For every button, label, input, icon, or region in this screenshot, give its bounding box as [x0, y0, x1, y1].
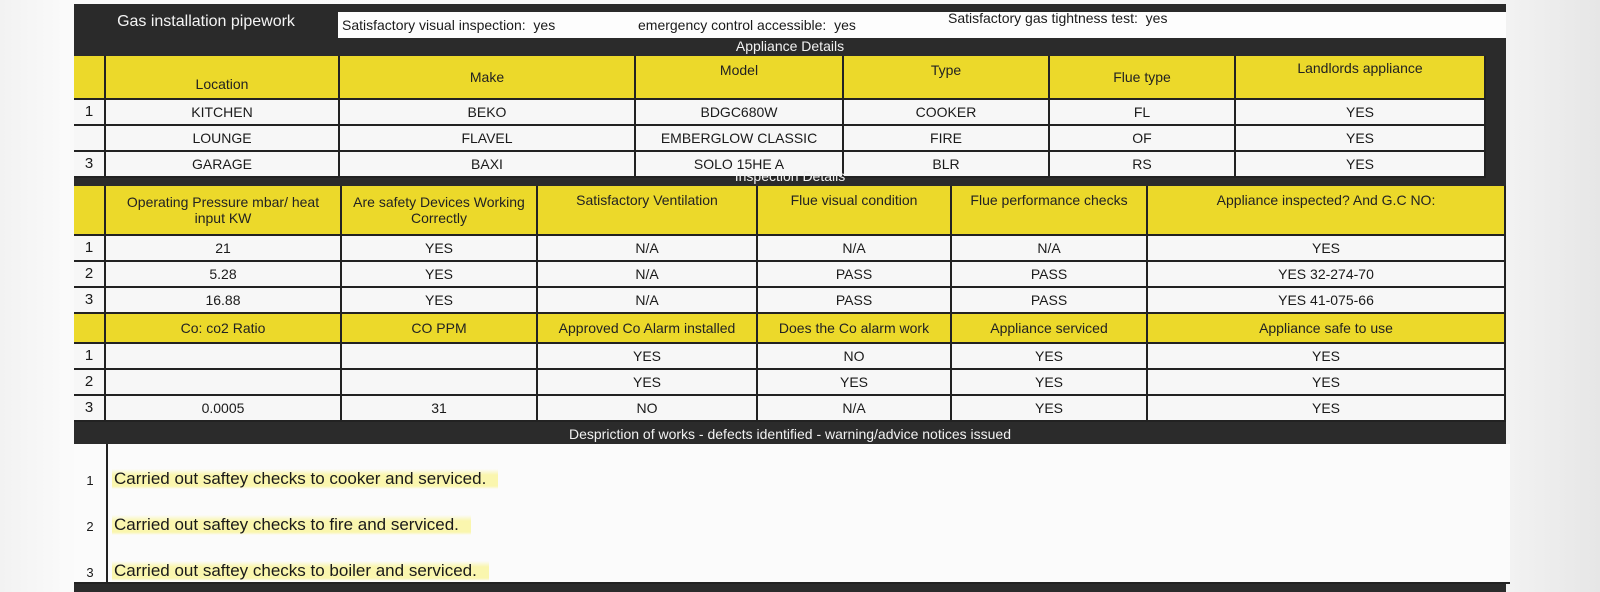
row-number: 2: [74, 490, 108, 536]
works-description-banner: Despriction of works - defects identified - warning/advice notices issued: [569, 426, 1011, 442]
co-ratio-cell: [106, 370, 342, 396]
row-number-header: [74, 56, 106, 100]
appliance-inspected-cell: YES 32-274-70: [1148, 262, 1506, 288]
appliance-row: [74, 126, 1506, 152]
works-text: [108, 444, 1510, 490]
co-ppm-cell: [342, 370, 538, 396]
col-landlords-appliance: Landlords appliance: [1236, 56, 1486, 100]
appliance-row: [74, 100, 1506, 126]
operating-pressure-cell: 21: [106, 236, 342, 262]
emergency-control-check: emergency control accessible: yes: [638, 17, 856, 33]
col-make: Make: [340, 56, 636, 100]
co-alarm-works-cell: YES: [758, 370, 952, 396]
appliance-safe-cell: YES: [1148, 344, 1506, 370]
works-text: [108, 536, 1510, 582]
row-number: 2: [74, 370, 106, 396]
inspection-row: [74, 344, 1506, 370]
row-number: 1: [74, 100, 106, 126]
appliance-serviced-cell: YES: [952, 344, 1148, 370]
co-alarm-installed-cell: NO: [538, 396, 758, 422]
row-number: [74, 126, 106, 152]
appliance-details-banner: Appliance Details: [735, 38, 845, 54]
make-cell: BAXI: [340, 152, 636, 178]
row-number-header: [74, 314, 106, 344]
co-ppm-cell: 31: [342, 396, 538, 422]
landlords-cell: YES: [1236, 152, 1486, 178]
gas-safety-record: [74, 4, 1506, 592]
row-number: 1: [74, 236, 106, 262]
co-alarm-works-cell: N/A: [758, 396, 952, 422]
appliance-safe-cell: YES: [1148, 370, 1506, 396]
inspection-row: [74, 288, 1506, 314]
col-co-ppm: CO PPM: [342, 314, 538, 344]
location-cell: LOUNGE: [106, 126, 340, 152]
col-flue-type: Flue type: [1050, 56, 1236, 100]
operating-pressure-cell: 5.28: [106, 262, 342, 288]
location-cell: GARAGE: [106, 152, 340, 178]
pipework-title: Gas installation pipework: [117, 13, 295, 30]
flue-type-cell: FL: [1050, 100, 1236, 126]
appliance-serviced-cell: YES: [952, 370, 1148, 396]
col-model: Model: [636, 56, 844, 100]
appliance-inspected-cell: YES: [1148, 236, 1506, 262]
safety-devices-cell: YES: [342, 262, 538, 288]
works-row: [74, 444, 1510, 492]
co-alarm-installed-cell: YES: [538, 370, 758, 396]
model-cell: SOLO 15HE A: [636, 152, 844, 178]
works-text-value: Carried out saftey checks to fire and serviced.: [112, 515, 471, 535]
inspection-row: [74, 396, 1506, 422]
flue-type-cell: OF: [1050, 126, 1236, 152]
location-cell: KITCHEN: [106, 100, 340, 126]
flue-performance-cell: PASS: [952, 262, 1148, 288]
col-appliance-safe: Appliance safe to use: [1148, 314, 1506, 344]
inspection-header-row-a: [74, 186, 1506, 236]
col-operating-pressure: Operating Pressure mbar/ heat input KW: [106, 186, 342, 236]
flue-type-cell: RS: [1050, 152, 1236, 178]
co-ratio-cell: 0.0005: [106, 396, 342, 422]
works-text-value: Carried out saftey checks to cooker and serviced.: [112, 469, 498, 489]
row-number-header: [74, 186, 106, 236]
model-cell: EMBERGLOW CLASSIC: [636, 126, 844, 152]
row-number: 3: [74, 152, 106, 178]
ventilation-cell: N/A: [538, 262, 758, 288]
col-co-alarm-installed: Approved Co Alarm installed: [538, 314, 758, 344]
col-type: Type: [844, 56, 1050, 100]
col-flue-visual: Flue visual condition: [758, 186, 952, 236]
row-number: 1: [74, 344, 106, 370]
row-number: 3: [74, 288, 106, 314]
flue-performance-cell: N/A: [952, 236, 1148, 262]
inspection-details-banner: Inspection Details: [734, 168, 846, 184]
make-cell: BEKO: [340, 100, 636, 126]
landlords-cell: YES: [1236, 126, 1486, 152]
flue-performance-cell: PASS: [952, 288, 1148, 314]
landlords-cell: YES: [1236, 100, 1486, 126]
row-number: 2: [74, 262, 106, 288]
safety-devices-cell: YES: [342, 288, 538, 314]
appliance-header-row: [74, 56, 1506, 100]
type-cell: FIRE: [844, 126, 1050, 152]
pipework-header: [74, 4, 1506, 40]
col-flue-performance: Flue performance checks: [952, 186, 1148, 236]
make-cell: FLAVEL: [340, 126, 636, 152]
works-row: [74, 490, 1510, 538]
row-number: 1: [74, 444, 108, 490]
works-text: [108, 490, 1510, 536]
inspection-row: [74, 236, 1506, 262]
flue-visual-cell: PASS: [758, 288, 952, 314]
inspection-row: [74, 262, 1506, 288]
operating-pressure-cell: 16.88: [106, 288, 342, 314]
col-ventilation: Satisfactory Ventilation: [538, 186, 758, 236]
col-location: Location: [106, 56, 340, 100]
co-ratio-cell: [106, 344, 342, 370]
appliance-inspected-cell: YES 41-075-66: [1148, 288, 1506, 314]
co-alarm-works-cell: NO: [758, 344, 952, 370]
safety-devices-cell: YES: [342, 236, 538, 262]
col-appliance-inspected: Appliance inspected? And G.C NO:: [1148, 186, 1506, 236]
works-text-value: Carried out saftey checks to boiler and serviced.: [112, 561, 489, 581]
col-safety-devices: Are safety Devices Working Correctly: [342, 186, 538, 236]
inspection-row: [74, 370, 1506, 396]
gas-tightness-check: Satisfactory gas tightness test: yes: [948, 10, 1168, 26]
col-appliance-serviced: Appliance serviced: [952, 314, 1148, 344]
row-number: 3: [74, 536, 108, 582]
appliance-serviced-cell: YES: [952, 396, 1148, 422]
model-cell: BDGC680W: [636, 100, 844, 126]
pipework-checks: [338, 12, 1506, 38]
co-ppm-cell: [342, 344, 538, 370]
appliance-safe-cell: YES: [1148, 396, 1506, 422]
flue-visual-cell: N/A: [758, 236, 952, 262]
row-number: 3: [74, 396, 106, 422]
flue-visual-cell: PASS: [758, 262, 952, 288]
type-cell: COOKER: [844, 100, 1050, 126]
works-row: [74, 536, 1510, 584]
inspection-header-row-b: [74, 314, 1506, 344]
type-cell: BLR: [844, 152, 1050, 178]
col-co-co2-ratio: Co: co2 Ratio: [106, 314, 342, 344]
ventilation-cell: N/A: [538, 288, 758, 314]
co-alarm-installed-cell: YES: [538, 344, 758, 370]
ventilation-cell: N/A: [538, 236, 758, 262]
col-co-alarm-works: Does the Co alarm work: [758, 314, 952, 344]
visual-inspection-check: Satisfactory visual inspection: yes: [342, 17, 556, 33]
